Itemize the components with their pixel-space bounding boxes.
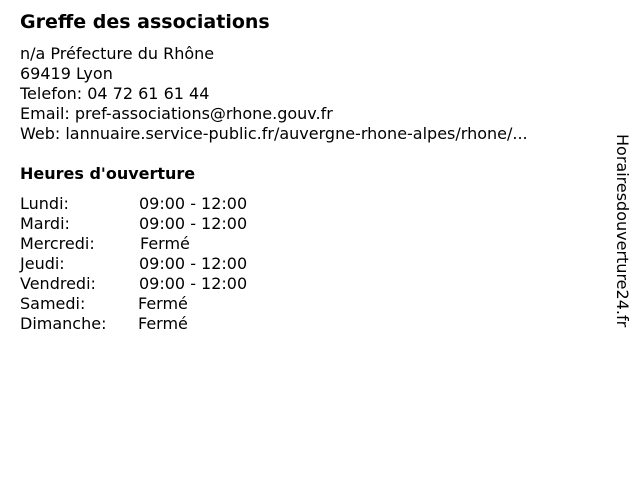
address-line: n/a Préfecture du Rhône (20, 44, 215, 63)
day-label: Lundi: (20, 194, 69, 213)
day-label: Mardi: (20, 214, 70, 233)
day-label: Jeudi: (20, 254, 65, 273)
day-label: Samedi: (20, 294, 86, 313)
time-value: 09:00 - 12:00 (139, 274, 248, 293)
hours-heading: Heures d'ouverture (20, 164, 196, 183)
day-label: Dimanche: (20, 314, 107, 333)
brand-watermark: Horairesdouverture24.fr (613, 134, 632, 328)
day-label: Vendredi: (20, 274, 96, 293)
page-title: Greffe des associations (20, 11, 270, 33)
time-value: 09:00 - 12:00 (139, 214, 248, 233)
address-block (20, 44, 528, 144)
city-line: 69419 Lyon (20, 64, 113, 83)
time-value: Fermé (138, 314, 188, 333)
time-value: Fermé (140, 234, 190, 253)
time-value: 09:00 - 12:00 (139, 254, 248, 273)
web-line: Web: lannuaire.service-public.fr/auvergne-rhone-alpes/rhone/... (20, 124, 528, 143)
day-label: Mercredi: (20, 234, 95, 253)
email-line: Email: pref-associations@rhone.gouv.fr (20, 104, 333, 123)
time-value: 09:00 - 12:00 (139, 194, 248, 213)
phone-line: Telefon: 04 72 61 61 44 (20, 84, 210, 103)
time-value: Fermé (138, 294, 188, 313)
